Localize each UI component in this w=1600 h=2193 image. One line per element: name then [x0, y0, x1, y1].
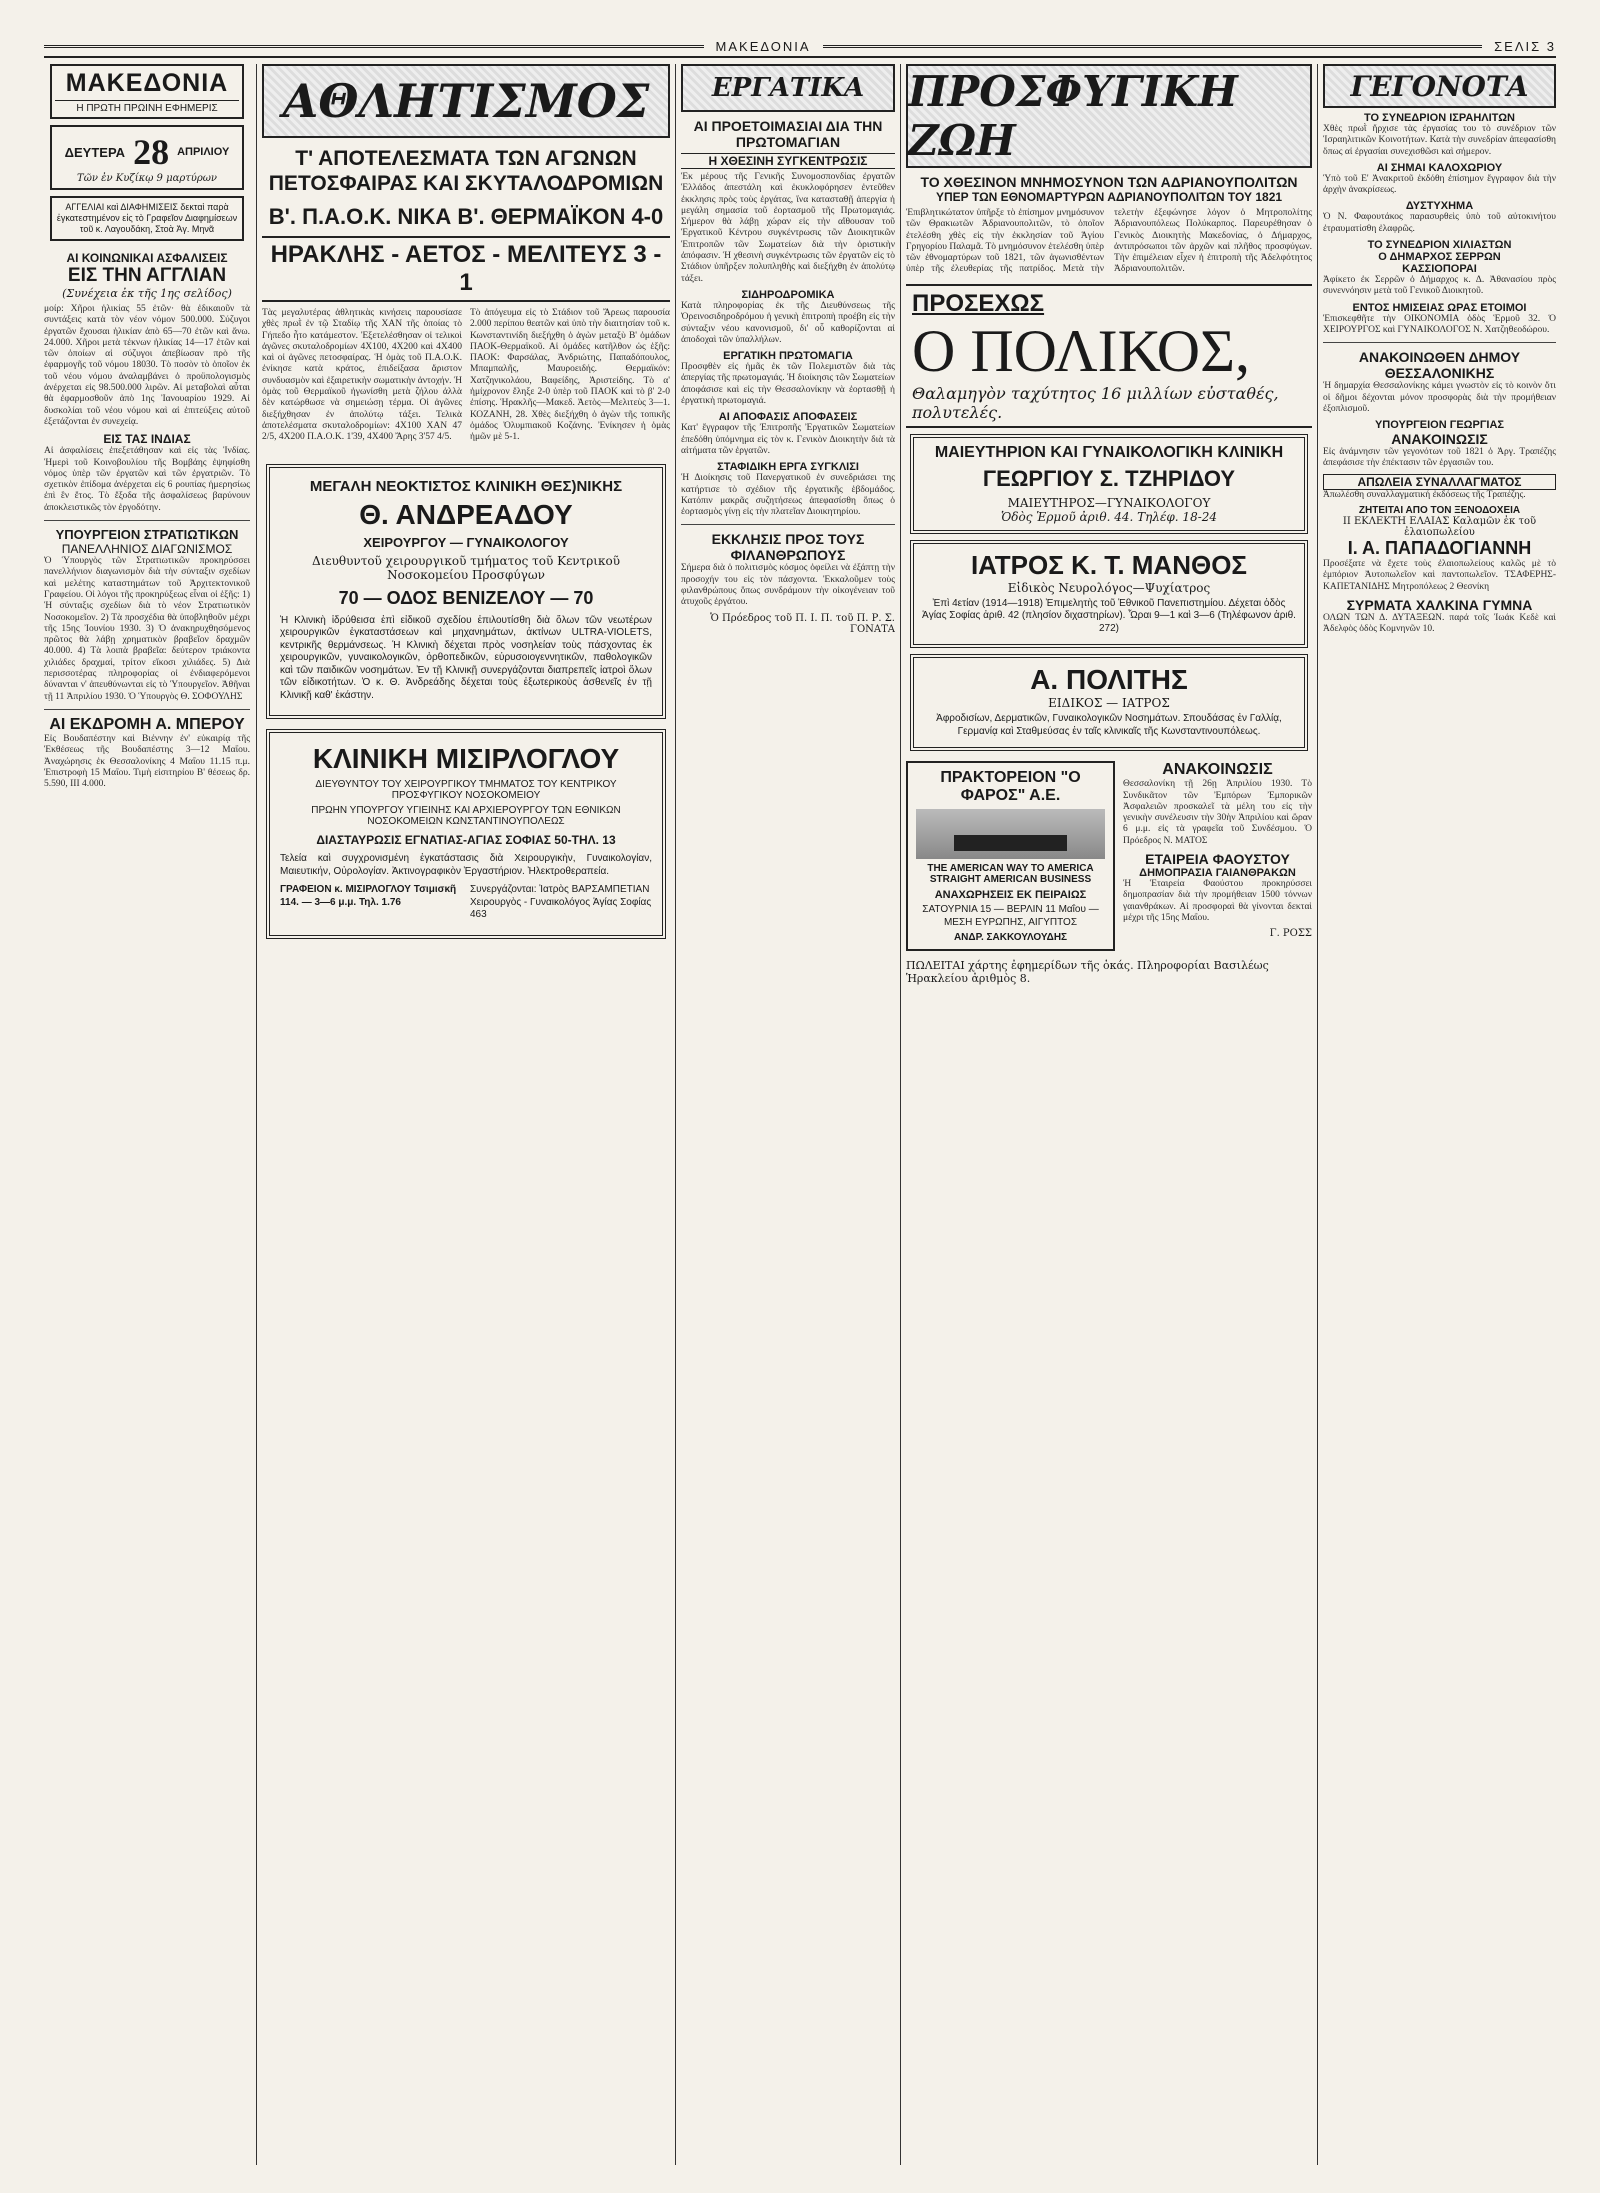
section-heading: ΚΑΣΣΙΟΠΟΡΑΙ [1402, 263, 1477, 276]
article-body: Τὸ ἀπόγευμα εἰς τὸ Στάδιον τοῦ Ἄρεως παρουσία 2.000 περίπου θεατῶν καὶ ὑπὸ τὴν διαιτησίαν τοῦ κ. Κωνσταντινίδη διεξήχθη ὁ ἀγὼν μεταξὺ Β' ὁμάδων ΠΑΟΚ-Θερμαϊκοῦ. Αἱ ὁμάδες κατῆλθον ὡς ἑξῆς: ΠΑΟΚ: Φαρσάλας, Ἀνδριώτης, Παπαδόπουλος, Μπαμπαλῆς, Μαυροειδής. Θερμαϊκόν: Χατζηνικολάου, Βαφείδης, Ἀριστείδης. Τὸ α' ἡμίχρονον ἔληξε 2-0 ὑπὲρ τοῦ ΠΑΟΚ καὶ τὸ β' 2-0 ἐπίσης. Ἡρακλῆς—Μακεδ. Ἀετὸς—Μελιτεὺς 3—1. ΚΟΖΑΝΗ, 28. Χθὲς διεξήχθη ὁ ἀγὼν τῆς τοπικῆς ὁμάδος Ὀλυμπιακοῦ Κοζάνης. Ἐνίκησεν ἡ ὁμὰς ἡμῶν μὲ 5-1. [470, 308, 670, 443]
ad-footer: ΑΝΔΡ. ΣΑΚΚΟΥΛΟΥΔΗΣ [953, 932, 1068, 944]
ad-role: ΧΕΙΡΟΥΡΓΟΥ — ΓΥΝΑΙΚΟΛΟΓΟΥ [363, 534, 569, 550]
clinic-ad-misirloglou [266, 729, 666, 939]
faros-agency-ad [906, 761, 1115, 951]
section-subheading: ΔΗΜΟΠΡΑΣΙΑ ΓΑΙΑΝΘΡΑΚΩΝ [1139, 867, 1296, 880]
ad-office: ΓΡΑΦΕΙΟΝ κ. ΜΙΣΙΡΛΟΓΛΟΥ Τσιμισκῆ 114. — 3—6 μ.μ. Τηλ. 1.76 [280, 884, 457, 908]
header-rule-left [44, 45, 704, 48]
article-body: Ἐκ μέρους τῆς Γενικῆς Συνομοσπονδίας ἐργατῶν Ἑλλάδος ἀπεστάλη καὶ ἐκυκλοφόρησεν ἐντεῦθεν ἐκκλησις πρὸς τοὺς ἐργάτας, ἵνα κατασταθῇ ἀπεργία ἡ μεγάλη σημασία τοῦ ἐορτασμοῦ τῆς Πρωτομαγιάς. Σήμερον θὰ λάβῃ χώραν εἰς τὴν αἴθουσαν τοῦ Ἐργατικοῦ Κέντρου συγκέντρωσις τῶν Διοικητικῶν Ἐπιτροπῶν τῶν Σωματείων διὰ τὴν ὁριστικὴν ἀπόφασιν. Ἡ χθεσινὴ συγκέντρωσις τῶν ἐργατῶν εἰς τὸ Στάδιον ὑπῆρξεν πολυπληθὴς καὶ διεξήχθη ἐν ἀπολύτῳ τάξει. [681, 172, 895, 284]
article-title: ΑΙ ΠΡΟΕΤΟΙΜΑΣΙΑΙ ΔΙΑ ΤΗΝ ΠΡΩΤΟΜΑΓΙΑΝ [693, 118, 883, 150]
article-headline: Τ' ΑΠΟΤΕΛΕΣΜΑΤΑ ΤΩΝ ΑΓΩΝΩΝ ΠΕΤΟΣΦΑΙΡΑΣ ΚΑΙ ΣΚΥΤΑΛΟΔΡΟΜΙΩΝ [268, 147, 664, 195]
clinic-ad-andreadou [266, 464, 666, 720]
ad-title: ΚΛΙΝΙΚΗ ΜΙΣΙΡΛΟΓΛΟΥ [312, 743, 620, 775]
ad-title: ΜΕΓΑΛΗ ΝΕΟΚΤΙΣΤΟΣ ΚΛΙΝΙΚΗ ΘΕΣ)ΝΙΚΗΣ [309, 477, 623, 495]
column-4 [906, 64, 1312, 2165]
header-rule-right [823, 45, 1483, 48]
article-signature: Γ. ΡΟΣΣ [1269, 928, 1312, 940]
article-subtitle: ΥΠΕΡ ΤΩΝ ΕΘΝΟΜΑΡΤΥΡΩΝ ΑΔΡΙΑΝΟΥΠΟΛΙΤΩΝ ΤΟΥ 1821 [935, 190, 1283, 204]
article-body: Κατ' ἔγγραφον τῆς Ἐπιτροπῆς Ἐργατικῶν Σωματείων ἐπεδόθη ὑπόμνημα εἰς τὸν κ. Γενικὸν Διοικητὴν διὰ τὰ αἰτήματα τῶν ἐργατῶν. [681, 423, 895, 456]
divider [44, 520, 250, 521]
article-title: ΑΙ ΚΟΙΝΩΝΙΚΑΙ ΑΣΦΑΛΙΣΕΙΣ [66, 251, 228, 265]
masthead-box [50, 64, 244, 119]
article-body: Ἐπιβλητικώτατον ὑπῆρξε τὸ ἐπίσημον μνημόσυνον τῶν Θρακιωτῶν Ἀδριανουπολιτῶν, τὸ ὁποῖον ἐτελέσθη χθὲς εἰς τὴν ἐκκλησίαν τοῦ Ἁγίου Γρηγορίου Παλαμᾶ. Τὸ μνημόσυνον ἐτελέσθη ὑπὲρ τῶν ἐθνομαρτύρων τοῦ 1821, τῶν ἀγωνισθέντων ὑπὲρ τῆς ἐλευθερίας τῆς πατρίδος. Μετὰ τὴν τελετὴν ἐξεφώνησε λόγον ὁ Μητροπολίτης Ἀδριανουπόλεως Πολύκαρπος. Παρευρέθησαν ὁ Γενικὸς Διοικητὴς Μακεδονίας, ὁ Δήμαρχος, ἀντιπρόσωποι τῶν ἀρχῶν καὶ πλῆθος προσφύγων. Τὴν ἐπιμέλειαν εἶχεν ἡ ἐπιτροπὴ τῆς Ἀδελφότητος Ἀδριανουπολιτῶν. [906, 208, 1312, 275]
article-title: ΤΟ ΣΥΝΕΔΡΙΟΝ ΙΣΡΑΗΛΙΤΩΝ [1364, 112, 1515, 124]
article-body: ΟΛΩΝ ΤΩΝ Δ. ΔΥΤΑΞΕΩΝ. παρά τοῖς Ἰωάκ Κεδὲ καὶ Ἀδελφὸς ὁδὸς Κομνηνῶν 10. [1323, 612, 1556, 635]
column-divider [675, 64, 676, 2165]
article-body: Αἱ ἀσφαλίσεις ἐπεξετάθησαν καὶ εἰς τὰς Ἰνδίας. Ἡμερὶ τοῦ Κοινοβουλίου τῆς Βομβάης ἐψηφίσθη νόμος ὑπὲρ τῶν ἐργατῶν καὶ τῶν ἐργατριῶν. Τὸ σχετικὸν ἐπίδομα ἀνέρχεται εἰς 6 ρουπίας ἡμερησίως ἐπὶ ἓν ἔτος. Τὸ ἔξοδα τῆς ἀσφαλίσεως βαρύνουν ἀποκλειστικῶς τὸν ἐργοδότην. [44, 446, 250, 513]
ad-name: Α. ΠΟΛΙΤΗΣ [1030, 664, 1188, 696]
article-body: Ὑπὸ τοῦ Ε' Ἀνακριτοῦ ἐκδόθη ἐπίσημον ἔγγραφον διὰ τὴν ἀρχὴν ἀνακρίσεως. [1323, 173, 1556, 196]
article-subtitle: (Συνέχεια ἐκ τῆς 1ης σελίδος) [62, 287, 232, 300]
article-title: ΥΠΟΥΡΓΕΙΟΝ ΣΤΡΑΤΙΩΤΙΚΩΝ [55, 527, 239, 543]
ad-sub: ΔΙΕΥΘΥΝΤΟΥ ΤΟΥ ΧΕΙΡΟΥΡΓΙΚΟΥ ΤΜΗΜΑΤΟΣ ΤΟΥ ΚΕΝΤΡΙΚΟΥ ΠΡΟΣΦΥΓΙΚΟΥ ΝΟΣΟΚΟΜΕΙΟΥ [315, 779, 617, 802]
section-heading: ΤΟ ΣΥΝΕΔΡΙΟΝ ΧΙΛΙΑΣΤΩΝ [1367, 239, 1512, 252]
date-month: ΑΠΡΙΛΙΟΥ [177, 146, 230, 158]
section-heading: ΑΙ ΣΗΜΑΙ ΚΑΛΟΧΩΡΙΟΥ [1376, 161, 1503, 174]
article-title: ΕΚΚΛΗΣΙΣ ΠΡΟΣ ΤΟΥΣ ΦΙΛΑΝΘΡΩΠΟΥΣ [711, 531, 865, 564]
date-day: ΔΕΥΤΕΡΑ [64, 144, 126, 160]
ad-sub: ΠΡΩΗΝ ΥΠΟΥΡΓΟΥ ΥΓΙΕΙΝΗΣ ΚΑΙ ΑΡΧΙΕΡΟΥΡΓΟΥ ΤΩΝ ΕΘΝΙΚΩΝ ΝΟΣΟΚΟΜΕΙΩΝ ΚΩΝΣΤΑΝΤΙΝΟΥΠΟΛΕΩΣ [311, 805, 621, 828]
masthead-title: ΜΑΚΕΔΟΝΙΑ [55, 69, 239, 101]
banner-text: ΑΘΛΗΤΙΣΜΟΣ [282, 74, 650, 128]
section-banner-refugee-life [906, 64, 1312, 168]
masthead-subtitle: Η ΠΡΩΤΗ ΠΡΩΙΝΗ ΕΦΗΜΕΡΙΣ [76, 103, 218, 114]
ad-notice [50, 196, 244, 241]
article-body: Χθὲς πρωῒ ἤρχισε τὰς ἐργασίας του τὸ συνέδριον τῶν Ἰσραηλιτικῶν Κοινοτήτων. Κατὰ τὴν συνεδρίαν ἀπεφασίσθη ὅπως αἱ ἐργασίαι συνεχισθῶσι καὶ σήμερον. [1323, 124, 1556, 157]
ad-body: Τελεία καὶ συγχρονισμένη ἐγκατάστασις διὰ Χειρουργικὴν, Γυναικολογίαν, Μαιευτικήν, Οὐρολογίαν. Ἀκτινογραφικὸν Ἐργαστήριον. Ἠλεκτροθεραπεία. [280, 853, 652, 877]
article-body: Προσέξατε νὰ ἔχετε τοὺς ἐλαιοπωλείους καλῶς μὲ τὸ ἐμπόριον Ἀυτοπωλεῖον καὶ παντοπωλεῖον. ΤΣΑΦΕΡΗΣ-ΚΑΠΕΤΑΝΙΔΗΣ Μητροπόλεως 2 Θεσνίκη [1323, 559, 1556, 592]
ad-address: Ὁδὸς Ἑρμοῦ ἀριθ. 44. Τηλέφ. 18-24 [1000, 509, 1218, 524]
article-two-columns [262, 308, 670, 448]
classified-notice: ΠΩΛΕΙΤΑΙ χάρτης ἐφημερίδων τῆς ὁκάς. Πληροφορίαι Βασιλέως Ἡρακλείου ἀριθμὸς 8. [906, 959, 1269, 986]
section-heading: ΕΝΤΟΣ ΗΜΙΣΕΙΑΣ ΩΡΑΣ ΕΤΟΙΜΟΙ [1352, 301, 1527, 314]
section-heading: Ο ΔΗΜΑΡΧΟΣ ΣΕΡΡΩΝ [1378, 251, 1501, 264]
section-banner-labor [681, 64, 895, 112]
article-body: Τὰς μεγαλυτέρας ἀθλητικὰς κινήσεις παρουσίασε χθὲς πρωῒ ἐν τῷ Σταδίῳ τῆς ΧΑΝ τῆς ὁποίας τὸ Γήπεδο ἦτο κατάμεστον. Ἐξετελέσθησαν οἱ τελικοὶ ἀγῶνες σκυταλοδρομίων 4Χ100, 4Χ200 καὶ 4Χ400 καὶ οἱ ἀγῶνες πετοσφαίρας. Ἡ ὁμὰς τοῦ Π.Α.Ο.Κ. ἐνίκησε κατὰ κράτος, ἐπιδείξασα ἄριστον συνδυασμὸν καὶ ἐξαιρετικὴν σωματικὴν ἀντοχήν. Ἡ ὁμὰς τοῦ Θερμαϊκοῦ ἠγωνίσθη μετὰ ζήλου ἀλλὰ δὲν κατώρθωσε νὰ σημειώσῃ τέρμα. Οἱ ἀγῶνες διεξήχθησαν ἐν ἀπολύτῳ τάξει. Τελικὰ ἀποτελέσματα σκυταλοδρομίων: 4Χ100 ΧΑΝ 47 2/5, 4Χ200 Π.Α.Ο.Κ. 1'39, 4Χ400 Ἄρης 3'57 4/5. [262, 308, 462, 443]
date-number: 28 [133, 132, 170, 172]
section-heading: ΕΙΣ ΤΑΣ ΙΝΔΙΑΣ [103, 432, 191, 447]
date-box [50, 125, 244, 190]
article-body: Ὁ Ὑπουργὸς τῶν Στρατιωτικῶν προκηρύσσει πανελλήνιον διαγωνισμὸν διὰ τὴν σύνταξιν σχεδίων καὶ μελέτης καταστημάτων τοῦ Ἀρχιτεκτονικοῦ Γραφείου. Οἱ λόγοι τῆς προκηρύξεως εἶναι οἱ ἑξῆς: 1) Ἡ σύνταξις σχεδίων διὰ τὸ νέον Στρατιωτικὸν Νοσοκομεῖον. 2) Τὰ προσχέδια θὰ ὑποβληθοῦν μέχρι τῆς 15ης Ἰουνίου 1930. 3) Ὁ ἀνακηρυχθησόμενος πρῶτος θὰ λάβῃ χρηματικὸν βραβεῖον δραχμῶν 40.000. 4) Τὰ λοιπὰ βραβεῖα: δεύτερον τριάκοντα χιλιάδες δραχμαί, τρίτον εἴκοσι χιλιάδες. 5) Διὰ περισσοτέρας πληροφορίας οἱ ἐνδιαφερόμενοι δύνανται ν' ἀπευθύνωνται εἰς τὸ Ὑπουργεῖον. Ἀθῆναι τῇ 11 Ἀπριλίου 1930. Ὁ Ὑπουργὸς Θ. ΣΟΦΟΥΛΗΣ [44, 556, 250, 702]
article-body: ΙΙ ΕΚΛΕΚΤΗ ΕΛΑΙΑΣ Καλαμῶν ἐκ τοῦ ἐλαιοπωλείου [1342, 516, 1537, 539]
article-subtitle: Η ΧΘΕΣΙΝΗ ΣΥΓΚΕΝΤΡΩΣΙΣ [681, 153, 895, 169]
article-body: Θεσσαλονίκη τῇ 26ῃ Ἀπριλίου 1930. Τὸ Συνδικᾶτον τῶν Ἐμπόρων Ἐμπορικῶν Ἀσφαλειῶν προσκαλεῖ τὰ μέλη του εἰς τὴν γενικὴν συνέλευσιν τὴν 30ὴν Ἀπριλίου καὶ ὥραν 6 μ.μ. εἰς τὰ γραφεῖα τοῦ Συνδέσμου. Ὁ Πρόεδρος Ν. ΜΑΤΟΣ [1123, 779, 1312, 846]
ad-slogan: THE AMERICAN WAY TO AMERICA STRAIGHT AMERICAN BUSINESS [927, 863, 1094, 886]
doctor-manthos-ad [910, 540, 1308, 649]
section-heading: ΔΥΣΤΥΧΗΜΑ [1405, 200, 1474, 213]
ship-hull [954, 835, 1067, 851]
page-header [44, 36, 1556, 58]
article-subheadline: Β'. Π.Α.Ο.Κ. ΝΙΚΑ Β'. ΘΕΡΜΑΪΚΟΝ 4-0 [268, 204, 664, 229]
article-body: μοίρ: Χῆροι ἡλικίας 55 ἐτῶν· θὰ ἐδικαιοῦν τὰ συντάξεις κατὰ τὸν νέον νόμον 500.000. Σύζυγοι ἐργατῶν ἔχουσαι ἡλικίαν ἀπὸ 65—70 ἐτῶν καὶ ἄνω. 24.000. Χῆροι μετὰ τέκνων ἡλικίας 14—17 ἐτῶν καὶ τῶν ὁποίων αἱ σύζυγοι ἀπεβίωσαν πρὸ τῆς ἐφαρμογῆς τοῦ νόμου 18030. Τὸ ποσὸν τὸ ὁποῖον ἐκ τοῦ νέου νόμου ἀναλαμβάνει ὁ προϋπολογισμὸς ἀνέρχεται εἰς 98.500.000 λιρῶν. Αἱ μεταβολαὶ αὗται θὰ ἐφαρμοσθοῦν ἀπὸ 1ης Ἰανουαρίου 1929. Αἱ δυσκολίαι τοῦ νέου νόμου καὶ αἱ ἐπιτεύξεις αὐτοῦ ἐξετάζονται ἐν συνεχείᾳ. [44, 304, 250, 427]
divider [1323, 342, 1556, 343]
section-heading: ΣΙΔΗΡΟΔΡΟΜΙΚΑ [741, 288, 835, 301]
ship-illustration [916, 809, 1105, 859]
article-title: ΤΟ ΧΘΕΣΙΝΟΝ ΜΝΗΜΟΣΥΝΟΝ ΤΩΝ ΑΔΡΙΑΝΟΥΠΟΛΙΤΩΝ [920, 174, 1298, 190]
ad-body: ΣΑΤΟΥΡΝΙΑ 15 — ΒΕΡΛΙΝ 11 Μαΐου — ΜΕΣΗ ΕΥΡΩΠΗΣ, ΑΙΓΥΠΤΟΣ [922, 904, 1099, 928]
ad-role: ΜΑΙΕΥΤΗΡΟΣ—ΓΥΝΑΙΚΟΛΟΓΟΥ [1007, 495, 1211, 510]
section-heading: ΑΝΑΚΟΙΝΩΣΙΣ [1162, 761, 1273, 779]
article-body: Σήμερα διὰ ὁ πολιτισμὸς κόσμος ὀφείλει νὰ ἐξάπτῃ τὴν προσοχήν του εἰς τὸν πάσχοντα. Ἐκκαλοῦμεν τοὺς φιλανθρώπους ὅπως συνδράμουν τὴν οἰκογένειαν τοῦ ἀτυχοῦς ἐργάτου. [681, 563, 895, 608]
ad-body: Ἐπὶ 4ετίαν (1914—1918) Ἐπιμελητὴς τοῦ Ἐθνικοῦ Πανεπιστημίου. Δέχεται ὁδὸς Ἁγίας Σοφίας ἀριθ. 42 (πλησίον διχαστηρίων). Ὧραι 9—1 καὶ 3—6 (Τηλέφωνον ἀριθ. 272) [922, 597, 1296, 634]
section-heading: ΕΤΑΙΡΕΙΑ ΦΑΟΥΣΤΟΥ [1145, 851, 1290, 868]
ad-address: 70 — ΟΔΟΣ ΒΕΝΙΖΕΛΟΥ — 70 [338, 587, 594, 608]
ad-kicker: ΠΡΟΣΕΧΩΣ [912, 289, 1045, 317]
ad-role: Εἰδικὸς Νευρολόγος—Ψυχίατρος [1007, 580, 1211, 595]
article-body: Ἀπωλέσθη συναλλαγματική ἐκδόσεως τῆς Τραπέζης. [1323, 489, 1526, 500]
article-body: Ὁ Ν. Φαφουτάκος παρασυρθεὶς ὑπὸ τοῦ αὐτοκινήτου ἐτραυματίσθη ἐλαφρῶς. [1323, 212, 1556, 234]
banner-text: ΠΡΟΣΦΥΓΙΚΗ ΖΩΗ [908, 67, 1238, 165]
ad-desc: Διευθυντοῦ χειρουργικοῦ τμήματος τοῦ Κεντρικοῦ Νοσοκομείου Προσφύγων [312, 553, 620, 582]
date-row [56, 131, 238, 173]
ad-big-title: Ο ΠΟΛΙΚΟΣ, [912, 317, 1251, 384]
banner-text: ΕΡΓΑΤΙΚΑ [711, 73, 865, 103]
ad-name: Θ. ΑΝΔΡΕΑΔΟΥ [359, 498, 573, 530]
article-body: Κατὰ πληροφορίας ἐκ τῆς Διευθύνσεως τῆς Ὀρεινοσιδηροδρόμου ἡ γενικὴ ἐπιτροπὴ προέβη εἰς τὴν σύνταξιν νέου κανονισμοῦ, δι' οὗ καθορίζονται αἱ ἀποδοχαὶ τῶν ὑπαλλήλων. [681, 300, 895, 345]
doctor-politis-ad [910, 654, 1308, 751]
polikos-ad [906, 284, 1312, 428]
section-heading: Ι. Α. ΠΑΠΑΔΟΓΙΑΝΝΗ [1347, 538, 1532, 559]
section-heading: ΑΝΑΚΟΙΝΩΣΙΣ [1391, 431, 1488, 448]
column-divider [900, 64, 901, 2165]
ad-role: ΕΙΔΙΚΟΣ — ΙΑΤΡΟΣ [1048, 696, 1170, 711]
header-page-number: ΣΕΛΙΣ 3 [1494, 38, 1556, 54]
ad-name: ΠΡΑΚΤΟΡΕΙΟΝ "Ο ΦΑΡΟΣ" Α.Ε. [940, 769, 1081, 805]
article-body: Ἡ δημαρχία Θεσσαλονίκης κάμει γνωστὸν εἰς τὸ κοινὸν ὅτι οἱ δῆμοι δέχονται μόνον προσφορὰς διὰ τὴν προμήθειαν ἐξοπλισμοῦ. [1323, 381, 1556, 414]
ad-title: ΜΑΙΕΥΤΗΡΙΟΝ ΚΑΙ ΓΥΝΑΙΚΟΛΟΓΙΚΗ ΚΛΙΝΙΚΗ [934, 443, 1284, 461]
article-body: Εἰς ἀνάμνησιν τῶν γεγονότων τοῦ 1821 ὁ Ἀργ. Τραπέζης ἀπεφάσισε τὴν ἐπέκτασιν τῶν ἐργασιῶν του. [1323, 447, 1556, 469]
ad-body: Ἀφροδισίων, Δερματικῶν, Γυναικολογικῶν Νοσημάτων. Σπουδάσας ἐν Γαλλίᾳ, Γερμανίᾳ καὶ Σταθμεύσας ἐν ταῖς κλινικαῖς τῆς Κωνσταντινουπόλεως. [936, 713, 1282, 737]
article-subtitle: ΠΑΝΕΛΛΗΝΙΟΣ ΔΙΑΓΩΝΙΣΜΟΣ [61, 542, 233, 557]
article-title: ΑΝΑΚΟΙΝΩΘΕΝ ΔΗΜΟΥ ΘΕΣΣΑΛΟΝΙΚΗΣ [1358, 349, 1521, 382]
article-body: Εἰς Βουδαπέστην καὶ Βιέννην ἐν' εὐκαιρίᾳ τῆς Ἐκθέσεως τῆς Βουδαπέστης 3—12 Μαΐου. Ἀναχώρησις ἐκ Θεσσαλονίκης 4 Μαΐου 11.15 π.μ. Ἐπιστροφὴ 15 Μαΐου. Τιμὴ εἰσιτηρίου Β' θέσεως δρ. 5.590, ΙΙΙ 4.000. [44, 733, 250, 790]
section-heading: ΥΠΟΥΡΓΕΙΟΝ ΓΕΩΡΓΙΑΣ [1374, 419, 1505, 432]
ad-cooperators: Συνεργάζονται: Ἰατρὸς ΒΑΡΣΑΜΠΕΤΙΑΝ Χειρουργὸς - Γυναικολόγος Ἁγίας Σοφίας 463 [470, 884, 652, 921]
column-5 [1323, 64, 1556, 2165]
lower-split [906, 757, 1312, 955]
article-title: ΕΙΣ ΤΗΝ ΑΓΓΛΙΑΝ [67, 265, 227, 286]
article-subheadline: ΗΡΑΚΛΗΣ - ΑΕΤΟΣ - ΜΕΛΙΤΕΥΣ 3 - 1 [262, 236, 670, 302]
ad-address: ΔΙΑΣΤΑΥΡΩΣΙΣ ΕΓΝΑΤΙΑΣ-ΑΓΙΑΣ ΣΟΦΙΑΣ 50-ΤΗΛ. 13 [316, 833, 616, 848]
ad-sub: Θαλαμηγὸν ταχύτητος 16 μιλλίων εὐσταθές, πολυτελές. [912, 383, 1279, 422]
ad-notice-text: ΑΓΓΕΛΙΑΙ καὶ ΔΙΑΦΗΜΙΣΕΙΣ δεκταὶ παρὰ ἐγκατεστημένον εἰς τὸ Γραφεῖον Διαφημίσεων τοῦ κ. Λαγουδάκη, Στοὰ Ἀγ. Μηνᾶ [56, 202, 238, 234]
section-banner-sports [262, 64, 670, 138]
article-body: Ἀφίκετο ἐκ Σερρῶν ὁ Δήμαρχος κ. Δ. Ἀθανασίου πρὸς συνεννόησιν μετὰ τοῦ Γενικοῦ Διοικητοῦ. [1323, 275, 1556, 297]
column-divider [1317, 64, 1318, 2165]
ad-sub: ΑΝΑΧΩΡΗΣΕΙΣ ΕΚ ΠΕΙΡΑΙΩΣ [934, 889, 1087, 902]
column-2 [262, 64, 670, 2165]
section-heading: ΕΡΓΑΤΙΚΗ ΠΡΩΤΟΜΑΓΙΑ [723, 350, 853, 363]
article-body: Ἡ Διοίκησις τοῦ Πανεργατικοῦ ἐν συνεδριάσει της κατήρτισε τὸ σχέδιον τῆς ἐργατικῆς ἑβδομάδος. Κατόπιν μακρᾶς συζητήσεως ἀπεφασίσθη ὅπως ὁ ἐορτασμὸς γίνῃ εἰς τὴν πλατεῖαν Διοικητηρίου. [681, 473, 895, 518]
announcements [1123, 757, 1312, 955]
column-3 [681, 64, 895, 2165]
section-banner-events [1323, 64, 1556, 108]
ad-name: ΓΕΩΡΓΙΟΥ Σ. ΤΖΗΡΙΔΟΥ [982, 465, 1236, 491]
section-heading: ΣΤΑΦΙΔΙΚΗ ΕΡΓΑ ΣΥΓΚΛΙΣΙ [717, 461, 859, 474]
article-body: Ἐπισκεφθῆτε τὴν ΟΙΚΟΝΟΜΙΑ ὁδὸς Ἑρμοῦ 32. Ὁ ΧΕΙΡΟΥΡΓΟΣ καὶ ΓΥΝΑΙΚΟΛΟΓΟΣ Ν. Χατζηθεοδώρου. [1323, 313, 1556, 335]
ad-footer-row [280, 881, 652, 925]
section-heading: ΖΗΤΕΙΤΑΙ ΑΠΟ ΤΟΝ ΞΕΝΟΔΟΧΕΙΑ [1358, 505, 1521, 517]
article-body: Προσφθὲν εἰς ἡμᾶς ἐκ τῶν Πολεμιστῶν διὰ τὰς ἀπεργίας τῆς πρωτομαγιάς. Ἡ διοίκησις τῶν Σωματείων ἀποφάσισε καὶ εἰς τὴν Θεσσαλονίκην νὰ ἐορτασθῇ ἡ ἐργατικὴ πρωτομαγιά. [681, 362, 895, 407]
divider [44, 709, 250, 710]
header-paper-name: ΜΑΚΕΔΟΝΙΑ [715, 38, 811, 54]
maternity-clinic-ad [910, 434, 1308, 534]
section-heading: ΣΥΡΜΑΤΑ ΧΑΛΚΙΝΑ ΓΥΜΝΑ [1346, 596, 1533, 613]
column-1 [44, 64, 250, 2165]
date-saints: Τῶν ἐν Κυζίκῳ 9 μαρτύρων [77, 173, 217, 184]
banner-text: ΓΕΓΟΝΟΤΑ [1350, 69, 1529, 103]
article-body: Ἡ Ἑταιρεία Φαούστου προκηρύσσει δημοπρασίαν διὰ τὴν προμήθειαν 1500 τόννων γαιανθράκων. Αἱ προσφοραὶ θὰ γίνονται δεκταὶ μέχρι τῆς 15ης Μαΐου. [1123, 879, 1312, 923]
ad-body: Ἡ Κλινικὴ ἱδρύθεισα ἐπὶ εἰδικοῦ σχεδίου ἐπιλουτίσθη διὰ ὅλων τῶν νεωτέρων χειρουργικῶν ἐγκαταστάσεων καὶ μηχανημάτων, ἀκτίνων ULTRA-VIOLETS, κεντρικῆς θερμάνσεως. Ἡ Κλινικὴ δέχεται πρὸς νοσηλείαν τοὺς πάσχοντας ἐκ χειρουργικῶν, γυναικολογικῶν, ὀρθοπεδικῶν, εὐρυσοιογεννητικῶν, παθολογικῶν καὶ τῶν παιδικῶν νοσημάτων. Ἐν τῇ Κλινικῇ συνεργάζονται διαπρεπεῖς ἰατροὶ ὅλων τῶν εἰδικοτήτων. Ὁ κ. Θ. Ἀνδρεάδης δέχεται τοὺς ἐξωτερικοὺς ἀσθενεῖς ἐν τῇ Κλινικῇ καθ' ἑκάστην. [280, 614, 652, 701]
article-signature: Ὁ Πρόεδρος τοῦ Π. Ι. Π. τοῦ Π. Ρ. Σ. ΓΟΝΑΤΑ [710, 612, 895, 635]
article-title: ΑΙ ΕΚΔΡΟΜΗ Α. ΜΠΕΡΟΥ [49, 715, 245, 733]
section-heading: ΑΠΩΛΕΙΑ ΣΥΝΑΛΛΑΓΜΑΤΟΣ [1323, 474, 1556, 490]
column-divider [256, 64, 257, 2165]
divider [681, 524, 895, 525]
section-heading: ΑΙ ΑΠΟΦΑΣΙΣ ΑΠΟΦΑΣΕΙΣ [718, 411, 858, 424]
ad-name: ΙΑΤΡΟΣ Κ. Τ. ΜΑΝΘΟΣ [970, 549, 1248, 580]
